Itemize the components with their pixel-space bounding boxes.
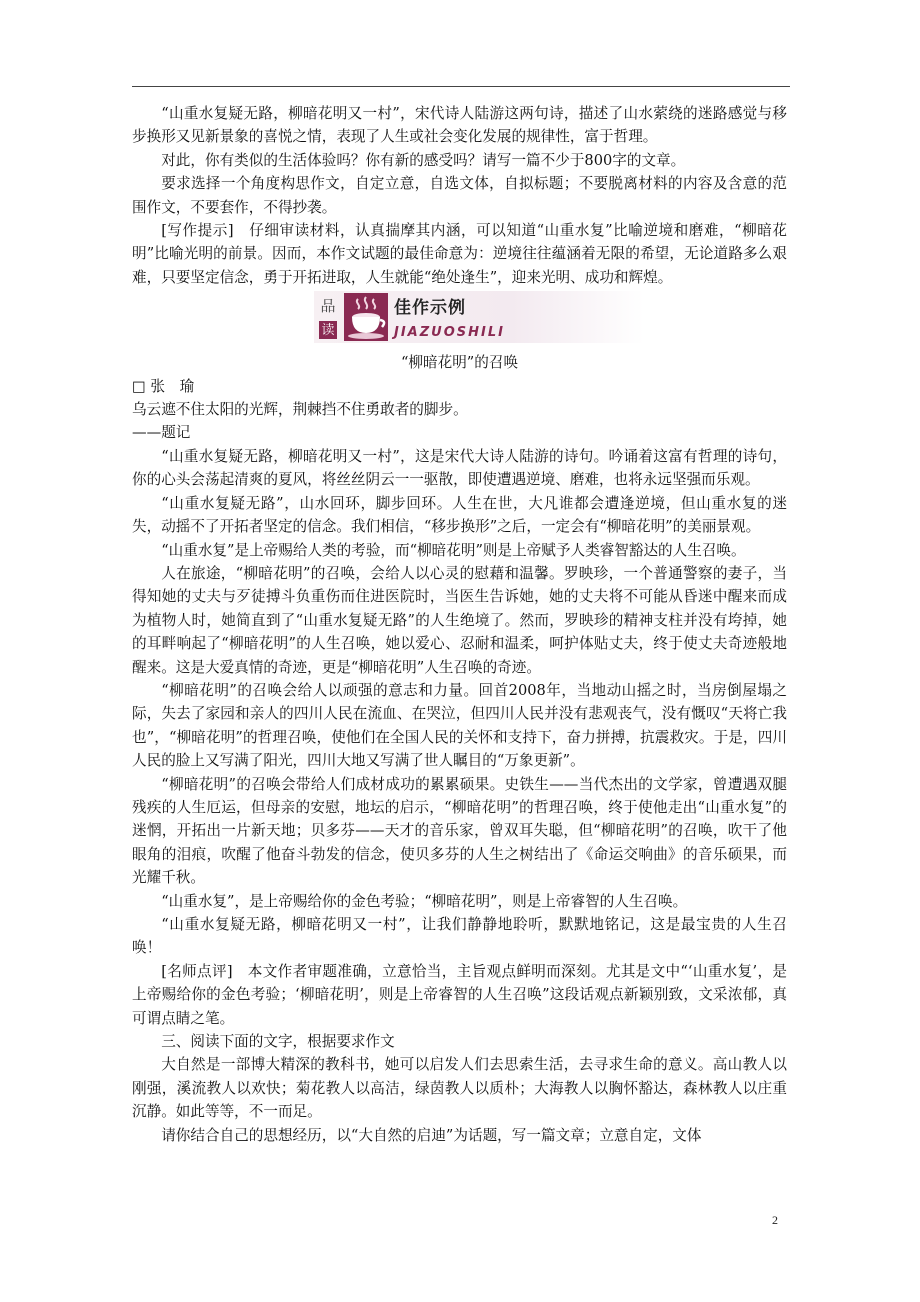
- essay-paragraph: 人在旅途，“柳暗花明”的召唤，会给人以心灵的慰藉和温馨。罗映珍，一个普通警察的妻子，当得知她的丈夫与歹徒搏斗负重伤而住进医院时，当医生告诉她，她的丈夫将不可能从昏迷中醒来而成为植物人时，她简直到了“山重水复疑无路”的人生绝境了。然而，罗映珍的精神支柱并没有垮掉，她的耳畔响起了“柳暗花明”的人生召唤，她以爱心、忍耐和温柔，呵护体贴丈夫，终于使丈夫奇迹般地醒来。这是大爱真情的奇迹，更是“柳暗花明”人生召唤的奇迹。: [132, 564, 787, 676]
- essay-paragraph: “山重水复疑无路”，山水回环，脚步回环。人生在世，大凡谁都会遭逢逆境，但山重水复的迷失，动摇不了开拓者坚定的信念。我们相信，“移步换形”之后，一定会有“柳暗花明”的美丽景观。: [132, 494, 787, 536]
- banner-side-chars: [318, 295, 338, 339]
- page-number: 2: [772, 1213, 778, 1227]
- prompt-paragraph: 对此，你有类似的生活体验吗？你有新的感受吗？请写一篇不少于800字的文章。: [161, 151, 686, 169]
- section-paragraph: 大自然是一部博大精深的教科书，她可以启发人们去思索生活，去寻求生命的意义。高山教人以刚强，溪流教人以欢快；菊花教人以高洁，绿茵教人以质朴；大海教人以胸怀豁达，森林教人以庄重沉静。如此等等，不一而足。: [132, 1056, 787, 1121]
- section-heading: 三、阅读下面的文字，根据要求作文: [161, 1033, 395, 1051]
- essay-paragraph: “柳暗花明”的召唤会给人以顽强的意志和力量。回首2008年，当地动山摇之时，当房倒屋塌之际，失去了家园和亲人的四川人民在流血、在哭泣，但四川人民并没有悲观丧气，没有慨叹“天将亡我也”，“柳暗花明”的哲理召唤，使他们在全国人民的关怀和支持下，奋力拼搏，抗震救灾。于是，四川人民的脸上又写满了阳光，四川大地又写满了世人瞩目的“万象更新”。: [132, 681, 787, 770]
- essay-paragraph: “山重水复疑无路，柳暗花明又一村”，这是宋代大诗人陆游的诗句。吟诵着这富有哲理的诗句，你的心头会荡起清爽的夏风，将丝丝阴云一一驱散，即使遭遇逆境、磨难，也将永远坚强而乐观。: [132, 447, 787, 489]
- header-rule: [132, 86, 790, 87]
- page-content: [132, 102, 787, 1147]
- requirement-paragraph: 要求选择一个角度构思作文，自定立意，自选文体，自拟标题；不要脱离材料的内容及含意的范围作文，不要套作，不得抄袭。: [132, 175, 787, 216]
- essay-paragraph: “柳暗花明”的召唤会带给人们成材成功的累累硕果。史铁生——当代杰出的文学家，曾遭遇双腿残疾的人生厄运，但母亲的安慰，地坛的启示，“柳暗花明”的哲理召唤，终于使他走出“山重水复”的迷惘，开拓出一片新天地；贝多芬——天才的音乐家，曾双耳失聪，但“柳暗花明”的召唤，吹干了他眼角的泪痕，吹醒了他奋斗勃发的信念，使贝多芬的人生之树结出了《命运交响曲》的音乐硕果，而光耀千秋。: [132, 775, 787, 887]
- section-paragraph: 请你结合自己的思想经历，以“大自然的启迪”为话题，写一篇文章；立意自定，文体: [161, 1126, 702, 1144]
- writing-tip-paragraph: [写作提示] 仔细审读材料，认真揣摩其内涵，可以知道“山重水复”比喻逆境和磨难，“柳暗花明”比喻光明的前景。因而，本作文试题的最佳命意为：逆境往往蕴涵着无限的希望，无论道路多么艰难，只要坚定信念，勇于开拓进取，人生就能“绝处逢生”，迎来光明、成功和辉煌。: [132, 222, 787, 286]
- essay-epigraph-note: ——题记: [132, 424, 191, 442]
- essay-paragraph: “山重水复疑无路，柳暗花明又一村”，让我们静静地聆听，默默地铭记，这是最宝贵的人生召唤！: [132, 916, 787, 957]
- essay-paragraph: “山重水复”，是上帝赐给你的金色考验；“柳暗花明”，则是上帝睿智的人生召唤。: [161, 892, 688, 910]
- banner-subtitle: JIAZUOSHILI: [394, 325, 505, 341]
- essay-title: “柳暗花明”的召唤: [400, 354, 519, 372]
- essay-paragraph: “山重水复”是上帝赐给人类的考验，而“柳暗花明”则是上帝赋予人类睿智豁达的人生召唤。: [161, 541, 746, 559]
- teacher-comment: [名师点评] 本文作者审题准确，立意恰当，主旨观点鲜明而深刻。尤其是文中“‘山重水复’，是上帝赐给你的金色考验；‘柳暗花明’，则是上帝睿智的人生召唤”这段话观点新颖别致，文采浓郁，真可谓点睛之笔。: [132, 962, 787, 1027]
- banner-char-top: 品: [320, 297, 336, 316]
- banner-logo: [314, 291, 644, 343]
- banner-char-bottom: 读: [319, 321, 337, 339]
- essay-author: □ 张 瑜: [132, 377, 195, 395]
- prompt-paragraph: “山重水复疑无路，柳暗花明又一村”，宋代诗人陆游这两句诗，描述了山水萦绕的迷路感觉与移步换形又见新景象的喜悦之情，表现了人生或社会变化发展的规律性，富于哲理。: [132, 105, 787, 146]
- banner-title: 佳作示例: [394, 298, 466, 319]
- section-banner: [132, 291, 787, 351]
- teacup-icon: [344, 293, 388, 341]
- essay-epigraph: 乌云遮不住太阳的光辉，荆棘挡不住勇敢者的脚步。: [132, 401, 468, 419]
